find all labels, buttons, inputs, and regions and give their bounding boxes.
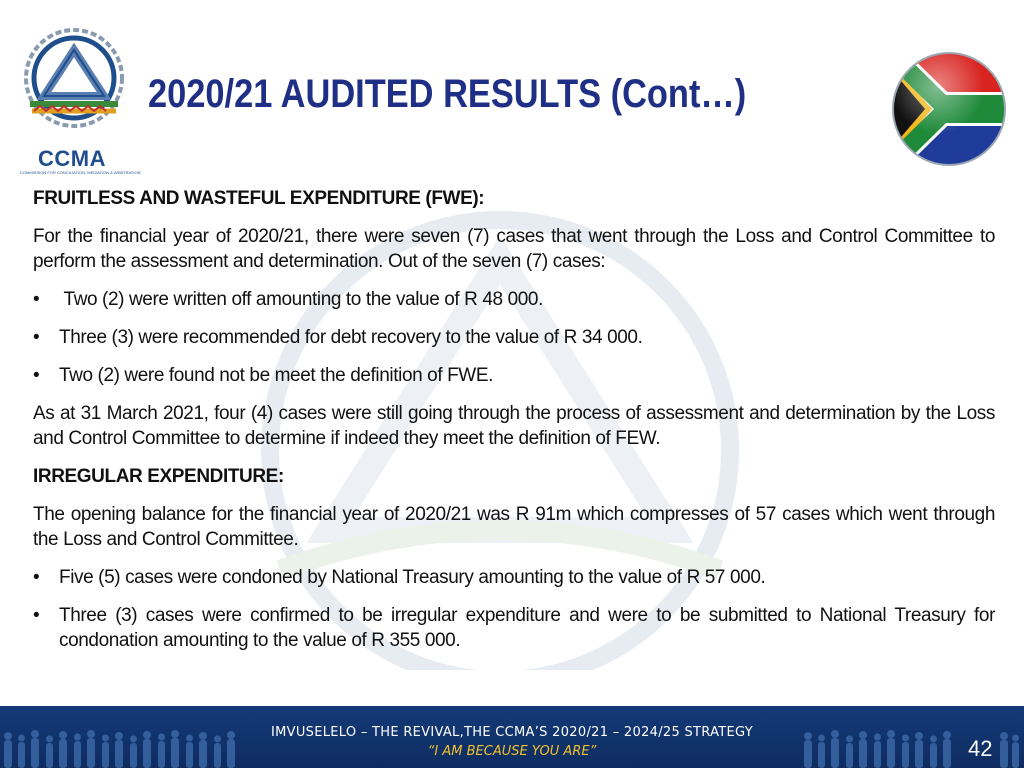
- logo-wordmark: CCMA: [38, 146, 106, 171]
- list-item-text: Five (5) cases were condoned by National Treasury amounting to the value of R 57 000.: [59, 567, 766, 588]
- bullet-icon: •: [33, 365, 40, 386]
- footer-motto: “I AM BECAUSE YOU ARE”: [427, 744, 597, 759]
- list-item-text: Three (3) cases were confirmed to be irregular expenditure and were to be submitted to National Treasury for condonation amounting to the value of R 355 000.: [59, 605, 995, 651]
- list-item: [33, 603, 995, 653]
- footer-strategy-text: IMVUSELELO – THE REVIVAL,THE CCMA’S 2020/21 – 2024/25 STRATEGY: [271, 725, 753, 740]
- list-item: [33, 325, 995, 350]
- footer-banner: [0, 706, 1024, 768]
- list-item: [33, 287, 995, 312]
- south-africa-flag-icon: [890, 50, 1008, 168]
- list-item: [33, 565, 995, 590]
- page-title: 2020/21 AUDITED RESULTS (Cont…): [148, 72, 747, 116]
- list-item: [33, 363, 995, 388]
- list-item-text: Two (2) were written off amounting to the value of R 48 000.: [59, 289, 543, 310]
- fwe-status-paragraph: As at 31 March 2021, four (4) cases were still going through the process of assessment and determination by the Loss and Control Committee to determine if indeed they meet the definition of FEW.: [33, 403, 995, 449]
- fwe-intro-paragraph: For the financial year of 2020/21, there were seven (7) cases that went through the Loss and Control Committee to perform the assessment and determination. Out of the seven (7) cases:: [33, 226, 995, 272]
- bullet-icon: •: [33, 289, 40, 310]
- irregular-heading: IRREGULAR EXPENDITURE:: [33, 466, 284, 487]
- list-item-text: Three (3) were recommended for debt recovery to the value of R 34 000.: [59, 327, 643, 348]
- page-number: 42: [968, 736, 993, 761]
- bullet-icon: •: [33, 327, 40, 348]
- list-item-text: Two (2) were found not be meet the definition of FWE.: [59, 365, 493, 386]
- bullet-icon: •: [33, 605, 40, 626]
- slide-body: [33, 186, 995, 666]
- bullet-icon: •: [33, 567, 40, 588]
- fwe-heading: FRUITLESS AND WASTEFUL EXPENDITURE (FWE):: [33, 188, 485, 209]
- logo-subtext: COMMISSION FOR CONCILIATION, MEDIATION & ARBITRATION: [20, 170, 141, 175]
- irregular-intro-paragraph: The opening balance for the financial year of 2020/21 was R 91m which compresses of 57 cases which went through the Loss and Control Committee.: [33, 504, 995, 550]
